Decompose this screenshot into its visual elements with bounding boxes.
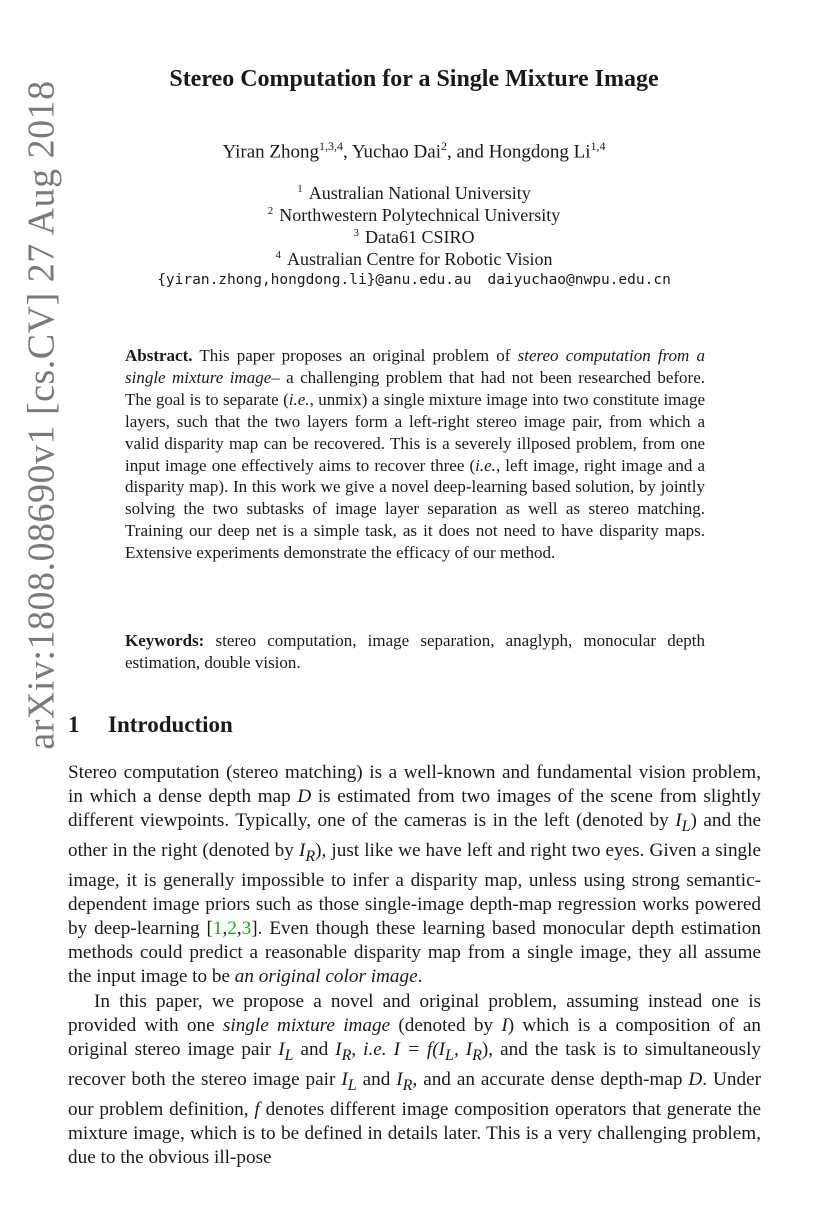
section-title: Introduction — [108, 712, 233, 737]
section-number: 1 — [68, 712, 80, 737]
paragraph: Stereo computation (stereo matching) is a well-known and fundamental vision problem, in which a dense depth map D is estimated from two images of the scene from slightly different viewpoints. Typically, one of the cameras is in the left (denoted by $I_L$) and the other in the right (denoted by $I_R$), just like we have left and right two eyes. Given a single image, it is generally impossible to infer a disparity map, unless using strong semantic-dependent image priors such as those single-image depth-map regression works powered by deep-learning [1,2,3]. Even though these learning based monocular depth estimation methods could predict a reasonable disparity map from a single image, they all assume the input image to be an original color image. — [68, 762, 761, 988]
arxiv-stamp — [6, 60, 78, 770]
author-affil-sup: 1,4 — [590, 139, 606, 153]
author-name: Hongdong Li — [488, 141, 591, 163]
arxiv-stamp-text: arXiv:1808.08690v1 [cs.CV] 27 Aug 2018 — [21, 80, 63, 750]
author-name: Yiran Zhong — [222, 141, 320, 163]
paper-title: Stereo Computation for a Single Mixture Image — [169, 66, 659, 92]
abstract-label: Abstract. — [125, 346, 193, 365]
citation-link[interactable]: 1 — [212, 918, 223, 940]
keywords-label: Keywords: — [125, 631, 205, 650]
abstract: Abstract. This paper proposes an original problem of stereo computation from a single mixture image– a challenging problem that had not been researched before. The goal is to separate (i.e., unmix) a single mixture image into two constitute image layers, such that the two layers form a left-right stereo image pair, from which a valid disparity map can be recovered. This is a severely illposed problem, from one input image one effectively aims to recover three (i.e., left image, right image and a disparity map). In this work we give a novel deep-learning based solution, by jointly solving the two subtasks of image layer separation as well as stereo matching. Training our deep net is a simple task, as it does not need to have disparity maps. Extensive experiments demonstrate the efficacy of our method. — [125, 346, 705, 563]
author-list: Yiran Zhong$^{1,3,4}$, Yuchao Dai$^2$, and Hongdong Li$^{1,4}$ — [222, 139, 606, 163]
author-affil-sup: 1,3,4 — [319, 139, 344, 153]
email-address[interactable]: daiyuchao@nwpu.edu.cn — [487, 272, 671, 288]
author-affil-sup: 2 — [441, 139, 447, 153]
email-address[interactable]: {yiran.zhong,hongdong.li}@anu.edu.au — [157, 272, 472, 288]
paragraph: In this paper, we propose a novel and original problem, assuming instead one is provided with one single mixture image (denoted by I) which is a composition of an original stereo image pair $I_L$ and $I_R$, i.e. $I = f(I_L$, $I_R$), and the task is to simultaneously recover both the stereo image pair $I_L$ and $I_R$, and an accurate dense depth-map D. Under our problem definition, f denotes different image composition operators that generate the mixture image, which is to be defined in details later. This is a very challenging problem, due to the obvious ill-pose — [68, 990, 762, 1168]
section-heading — [68, 712, 233, 738]
affiliation: $^2$ Northwestern Polytechnical University — [267, 205, 561, 225]
citation-link[interactable]: 2 — [227, 918, 237, 940]
keywords: Keywords: stereo computation, image separation, anaglyph, monocular depth estimation, double vision. — [125, 631, 705, 672]
affiliation: $^3$ Data61 CSIRO — [353, 227, 475, 247]
author-emails — [0, 272, 828, 288]
body-text — [68, 761, 761, 1170]
author-name: Yuchao Dai — [351, 141, 441, 163]
affiliation: $^4$ Australian Centre for Robotic Vision — [275, 249, 553, 269]
citation-link[interactable]: 3 — [241, 918, 252, 940]
affiliation: $^1$ Australian National University — [297, 183, 531, 203]
